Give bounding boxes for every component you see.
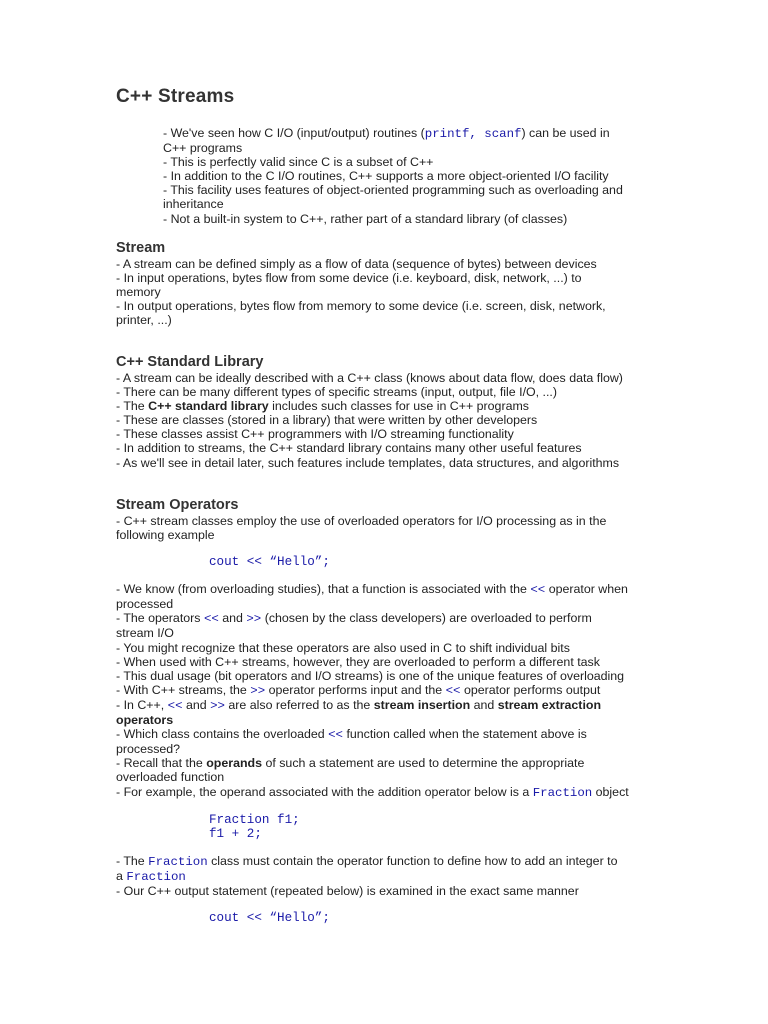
body-line: - You might recognize that these operators are also used in C to shift individual bits (116, 640, 570, 655)
body-line: overloaded function (116, 770, 225, 785)
body-line (116, 854, 656, 869)
inline-code: Fraction (148, 854, 208, 869)
body-line: - This dual usage (bit operators and I/O streams) is one of the unique features of overloading (116, 668, 625, 683)
intro-line: inheritance (163, 197, 224, 212)
body-line: memory (116, 285, 161, 300)
body-line: following example (116, 528, 215, 543)
intro-line (163, 126, 653, 141)
body-line: - When used with C++ streams, however, they are overloaded to perform a different task (116, 654, 600, 669)
text: (chosen by the class developers) are overloaded to perform (261, 611, 592, 626)
body-line: - As we'll see in detail later, such features include templates, data structures, and algorithms (116, 455, 620, 470)
body-line (116, 756, 656, 770)
bold-text: operands (206, 756, 263, 771)
text: of such a statement are used to determine the appropriate (262, 756, 585, 771)
body-line: - There can be many different types of specific streams (input, output, file I/O, ...) (116, 385, 557, 400)
intro-line: C++ programs (163, 141, 243, 156)
text: operator when (545, 582, 628, 597)
bold-text: stream insertion (373, 697, 471, 712)
body-line (116, 611, 656, 626)
body-line (116, 727, 656, 742)
inline-code: << (530, 583, 546, 598)
body-line: - Our C++ output statement (repeated below) is examined in the exact same manner (116, 883, 579, 898)
body-line: - A stream can be ideally described with a C++ class (knows about data flow, does data flow) (116, 371, 623, 385)
text: - We know (from overloading studies), that a function is associated with the (116, 582, 531, 597)
stdlib-section (116, 354, 656, 470)
inline-code: << (328, 728, 343, 743)
text: - With C++ streams, the (116, 682, 251, 697)
stream-section (116, 240, 656, 327)
body-line: - These are classes (stored in a library) that were written by other developers (116, 413, 538, 428)
bold-text: stream extraction (497, 697, 602, 712)
text: ) can be used in (521, 126, 610, 140)
body-line (116, 869, 656, 884)
code-example: Fraction f1; (209, 812, 300, 827)
text: operator performs output (460, 682, 601, 697)
operators-section (116, 497, 656, 925)
inline-code: >> (250, 683, 266, 698)
section-heading: Stream Operators (116, 497, 239, 513)
inline-code: >> (246, 612, 262, 627)
text: - The (116, 853, 149, 868)
text: - Which class contains the overloaded (116, 727, 329, 742)
body-line (116, 785, 656, 800)
inline-code: >> (210, 698, 225, 713)
text: includes such classes for use in C++ programs (268, 399, 529, 414)
text: - We've seen how C I/O (input/output) routines ( (163, 126, 425, 140)
inline-code: << (167, 698, 183, 713)
body-line (116, 399, 656, 413)
text: are also referred to as the (224, 697, 374, 712)
text: - The (116, 399, 149, 414)
body-line: processed? (116, 742, 181, 757)
code-example: f1 + 2; (209, 826, 262, 841)
text: function called when the statement above is (343, 727, 587, 742)
code-example: cout << “Hello”; (209, 910, 330, 925)
inline-code: printf, scanf (424, 127, 522, 141)
inline-code: << (203, 612, 219, 627)
body-line (116, 582, 656, 597)
body-line: - A stream can be defined simply as a flow of data (sequence of bytes) between devices (116, 257, 597, 271)
body-line (116, 713, 656, 727)
text: and (218, 611, 247, 626)
body-line: - In output operations, bytes flow from memory to some device (i.e. screen, disk, network, (116, 299, 606, 314)
body-line: processed (116, 597, 174, 612)
bold-text: operators (116, 713, 174, 728)
body-line: stream I/O (116, 626, 174, 641)
text: - Recall that the (116, 756, 207, 771)
text: and (182, 697, 211, 712)
code-example: cout << “Hello”; (209, 555, 330, 570)
body-line (116, 683, 656, 698)
body-line: - These classes assist C++ programmers with I/O streaming functionality (116, 427, 514, 442)
text: class must contain the operator function to define how to add an integer to (207, 853, 618, 868)
text: - In C++, (116, 697, 168, 712)
text: object (592, 784, 629, 799)
text: - For example, the operand associated with the addition operator below is a (116, 784, 533, 799)
body-line: - C++ stream classes employ the use of overloaded operators for I/O processing as in the (116, 514, 607, 528)
bold-text: C++ standard library (148, 399, 269, 414)
body-line: - In input operations, bytes flow from some device (i.e. keyboard, disk, network, ...) to (116, 271, 582, 286)
body-line: printer, ...) (116, 313, 172, 328)
body-line (116, 698, 656, 713)
inline-code: Fraction (126, 869, 186, 884)
text: a (116, 868, 127, 883)
text: and (470, 697, 498, 712)
intro-line: - This facility uses features of object-oriented programming such as overloading and (163, 183, 623, 198)
text: operator performs input and the (265, 682, 446, 697)
section-heading: Stream (116, 240, 166, 256)
inline-code: Fraction (532, 785, 593, 800)
intro-list (163, 126, 653, 226)
intro-line: - This is perfectly valid since C is a subset of C++ (163, 155, 434, 170)
text: - The operators (116, 611, 204, 626)
body-line: - In addition to streams, the C++ standard library contains many other useful features (116, 441, 582, 456)
intro-line: - Not a built-in system to C++, rather part of a standard library (of classes) (163, 211, 568, 226)
intro-line: - In addition to the C I/O routines, C++ supports a more object-oriented I/O facility (163, 169, 609, 184)
page-title: C++ Streams (116, 86, 235, 107)
inline-code: << (445, 683, 461, 698)
section-heading: C++ Standard Library (116, 354, 264, 370)
